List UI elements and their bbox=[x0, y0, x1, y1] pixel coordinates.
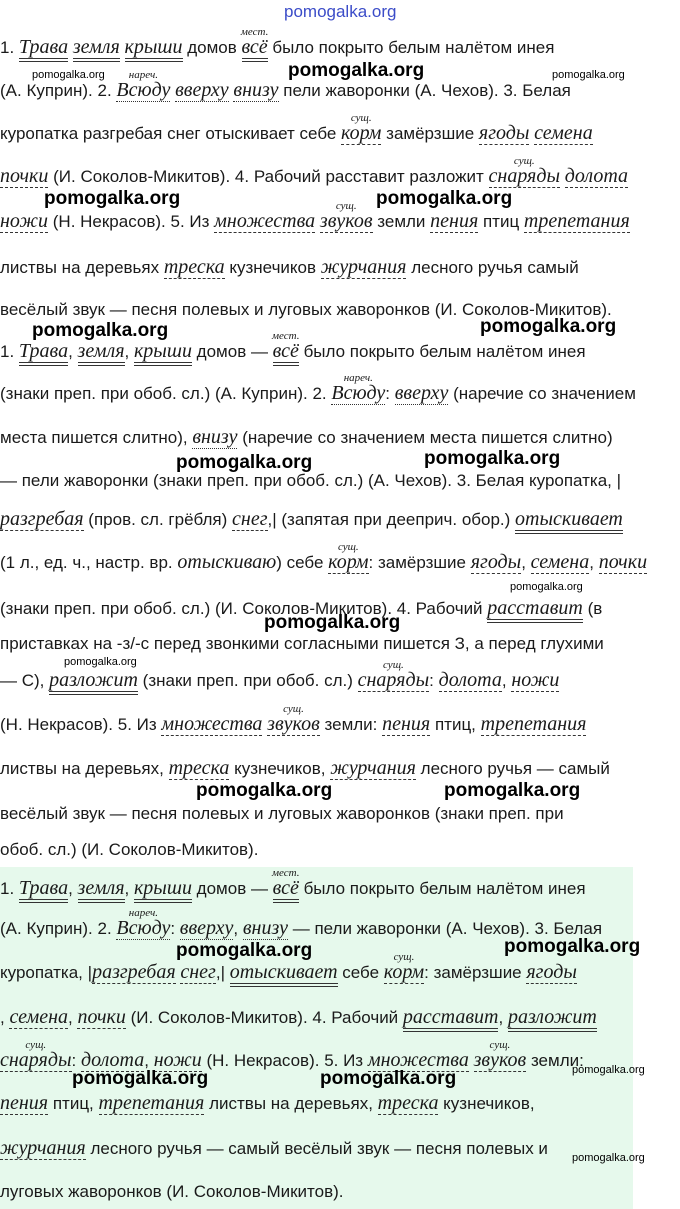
p2-line-4 bbox=[0, 471, 680, 491]
object-word: звуков bbox=[319, 210, 373, 232]
text: (1 л., ед. ч., настр. вр. bbox=[0, 553, 178, 572]
p2-line-13 bbox=[0, 840, 680, 860]
text: 1. bbox=[0, 879, 19, 898]
pos-label: мест. bbox=[272, 867, 300, 879]
adverb-word: Всюду bbox=[331, 382, 386, 404]
object-word: ножи bbox=[0, 210, 49, 232]
predicate-word: расставит bbox=[487, 597, 583, 623]
object-word: множества bbox=[161, 713, 263, 735]
noun-mark bbox=[319, 200, 373, 232]
object-word: семена bbox=[9, 1006, 69, 1028]
text: (пров. сл. грёбля) bbox=[83, 510, 233, 529]
text: земли: bbox=[526, 1051, 584, 1070]
subject-word: земля bbox=[78, 340, 125, 366]
text: , bbox=[0, 1008, 10, 1027]
noun-mark bbox=[357, 659, 430, 691]
text: листвы на деревьях, bbox=[204, 1094, 378, 1113]
object-word: корм bbox=[383, 961, 425, 983]
text: — С), bbox=[0, 671, 50, 690]
object-word: ножи bbox=[153, 1049, 202, 1071]
text: было покрыто белым налётом инея bbox=[298, 879, 586, 898]
example-word: отыскиваю bbox=[177, 551, 277, 573]
object-word: почки bbox=[0, 165, 49, 187]
object-word: снег bbox=[232, 508, 268, 530]
pos-label: сущ. bbox=[283, 703, 304, 715]
object-word: звуков bbox=[267, 713, 320, 735]
object-word: долота bbox=[438, 669, 502, 691]
text: (наречие со значением места пишется слитно) bbox=[237, 428, 613, 447]
adverb-mark bbox=[331, 372, 386, 404]
text: (Н. Некрасов). 5. Из bbox=[0, 715, 162, 734]
text: (И. Соколов-Микитов). 4. Рабочий bbox=[125, 1008, 403, 1027]
watermark: pomogalka.org bbox=[572, 1064, 645, 1076]
text: : замёрзшие bbox=[424, 963, 527, 982]
object-word: ягоды bbox=[526, 961, 577, 983]
adverb-word: внизу bbox=[233, 79, 279, 101]
object-word: ягоды bbox=[478, 122, 530, 144]
pronoun-mark bbox=[272, 330, 300, 362]
p3-line-3 bbox=[0, 951, 680, 983]
predicate-word: отыскивает bbox=[515, 508, 623, 534]
watermark: pomogalka.org bbox=[32, 320, 169, 341]
object-word: долота bbox=[564, 165, 629, 187]
subject-word: Трава bbox=[19, 36, 68, 62]
p3-line-4: , семена, почки (И. Соколов-Микитов). 4. Рабочий расставит, разложит bbox=[0, 1007, 680, 1028]
object-word: почки bbox=[598, 551, 648, 573]
object-word: трепетания bbox=[480, 713, 587, 735]
object-word: семена bbox=[534, 122, 593, 144]
pos-label: мест. bbox=[272, 330, 300, 342]
watermark: pomogalka.org bbox=[64, 656, 137, 668]
subject-word: земля bbox=[78, 877, 125, 903]
noun-mark bbox=[341, 112, 382, 144]
watermark: pomogalka.org bbox=[480, 316, 617, 337]
pronoun-mark bbox=[240, 26, 269, 58]
p1-line-1 bbox=[0, 26, 680, 58]
watermark: pomogalka.org bbox=[176, 940, 313, 961]
pos-label: сущ. bbox=[513, 155, 535, 167]
text: лесного ручья — самый весёлый звук — песня полевых и bbox=[85, 1139, 548, 1158]
p3-line-8 bbox=[0, 1182, 680, 1202]
noun-mark bbox=[473, 1039, 527, 1071]
pos-label: нареч. bbox=[128, 69, 158, 81]
watermark: pomogalka.org bbox=[572, 1152, 645, 1164]
adverb-word: вверху bbox=[175, 79, 229, 101]
adverb-word: вверху bbox=[394, 382, 449, 404]
pos-label: нареч. bbox=[128, 907, 158, 919]
text: пели жаворонки (А. Чехов). 3. Белая bbox=[278, 81, 571, 100]
p2-line-8 bbox=[0, 634, 680, 654]
text: листвы на деревьях, bbox=[0, 759, 169, 778]
text: (знаки преп. при обоб. сл.) bbox=[137, 671, 358, 690]
p2-line-12 bbox=[0, 804, 680, 824]
text: (наречие со значением bbox=[448, 384, 636, 403]
pos-label: сущ. bbox=[25, 1039, 47, 1051]
text: земли bbox=[372, 212, 431, 231]
adverb-mark bbox=[116, 69, 171, 101]
p3-line-5: сущ. снаряды: долота, ножи (Н. Некрасов). 5. Из множества сущ. звуков земли: bbox=[0, 1050, 680, 1071]
text: было покрыто белым налётом инея bbox=[267, 38, 555, 57]
text: птиц, bbox=[430, 715, 481, 734]
pos-label: сущ. bbox=[393, 951, 415, 963]
p3-line-6 bbox=[0, 1093, 680, 1114]
text: домов — bbox=[191, 342, 273, 361]
pos-label: сущ. bbox=[489, 1039, 511, 1051]
subject-word: крыши bbox=[125, 36, 183, 62]
object-word: журчания bbox=[330, 757, 416, 779]
participle-word: разгребая bbox=[92, 961, 176, 983]
text: лесного ручья — самый bbox=[415, 759, 610, 778]
text: весёлый звук — песня полевых и луговых жаворонков (знаки преп. при bbox=[0, 804, 564, 823]
noun-mark bbox=[488, 155, 561, 187]
p1-line-4 bbox=[0, 155, 680, 187]
object-word: множества bbox=[214, 210, 316, 232]
subject-word: крыши bbox=[134, 877, 192, 903]
watermark: pomogalka.org bbox=[288, 60, 425, 81]
adverb-word: внизу bbox=[242, 917, 288, 939]
text: приставках на -з/-с перед звонкими согласными пишется З, а перед глухими bbox=[0, 634, 604, 653]
pronoun-mark bbox=[272, 867, 300, 899]
watermark: pomogalka.org bbox=[264, 612, 401, 633]
watermark: pomogalka.org bbox=[504, 936, 641, 957]
text: куропатка, | bbox=[0, 963, 93, 982]
object-word: снаряды bbox=[0, 1049, 72, 1071]
text: (Н. Некрасов). 5. Из bbox=[201, 1051, 368, 1070]
watermark: pomogalka.org bbox=[32, 69, 105, 81]
subject-word: Трава bbox=[19, 877, 68, 903]
text: птиц bbox=[478, 212, 524, 231]
text: — пели жаворонки (знаки преп. при обоб. сл.) (А. Чехов). 3. Белая куропатка, | bbox=[0, 471, 622, 490]
text: (знаки преп. при обоб. сл.) (И. Соколов-Микитов). 4. Рабочий bbox=[0, 599, 488, 618]
watermark: pomogalka.org bbox=[320, 1068, 457, 1089]
object-word: снаряды bbox=[357, 669, 430, 691]
watermark: pomogalka.org bbox=[376, 188, 513, 209]
p2-line-5 bbox=[0, 509, 680, 530]
p1-line-6 bbox=[0, 257, 680, 278]
noun-mark bbox=[0, 1039, 72, 1071]
text: (И. Соколов-Микитов). 4. Рабочий расставит разложит bbox=[48, 167, 489, 186]
text: себе bbox=[337, 963, 384, 982]
pos-label: нареч. bbox=[343, 372, 373, 384]
object-word: семена bbox=[530, 551, 590, 573]
subject-word: Трава bbox=[19, 340, 68, 366]
text: лесного ручья самый bbox=[406, 258, 579, 277]
p1-line-3 bbox=[0, 112, 680, 144]
predicate-word: отыскивает bbox=[230, 961, 338, 987]
noun-mark bbox=[267, 703, 320, 735]
p2-line-11 bbox=[0, 758, 680, 779]
adverb-word: внизу bbox=[192, 426, 238, 448]
object-word: корм bbox=[341, 122, 382, 144]
object-word: звуков bbox=[473, 1049, 527, 1071]
predicate-word: расставит bbox=[403, 1006, 499, 1032]
noun-mark bbox=[383, 951, 425, 983]
object-word: ножи bbox=[511, 669, 560, 691]
pos-label: сущ. bbox=[337, 541, 359, 553]
watermark: pomogalka.org bbox=[196, 780, 333, 801]
pos-label: сущ. bbox=[350, 112, 372, 124]
text: кузнечиков, bbox=[229, 759, 331, 778]
object-word: пения bbox=[0, 1092, 49, 1114]
text: замёрзшие bbox=[381, 124, 479, 143]
p2-line-2: (знаки преп. при обоб. сл.) (А. Куприн). 2. нареч. Всюду: вверху (наречие со значением bbox=[0, 383, 680, 404]
p2-line-9: — С), разложит (знаки преп. при обоб. сл.) сущ. снаряды: долота, ножи bbox=[0, 670, 680, 691]
text: 1. bbox=[0, 342, 19, 361]
pronoun-word: всё bbox=[273, 877, 299, 903]
text: луговых жаворонков (И. Соколов-Микитов). bbox=[0, 1182, 344, 1201]
text: ,| (запятая при дееприч. обор.) bbox=[267, 510, 516, 529]
text: ) себе bbox=[276, 553, 329, 572]
text: земли: bbox=[319, 715, 383, 734]
text: — пели жаворонки (А. Чехов). 3. Белая bbox=[288, 919, 603, 938]
adverb-word: вверху bbox=[179, 917, 234, 939]
watermark-top: pomogalka.org bbox=[284, 2, 397, 21]
participle-word: разгребая bbox=[0, 508, 84, 530]
pos-label: сущ. bbox=[383, 659, 404, 671]
watermark: pomogalka.org bbox=[444, 780, 581, 801]
object-word: треска bbox=[168, 757, 230, 779]
pronoun-word: всё bbox=[242, 36, 268, 62]
watermark: pomogalka.org bbox=[424, 448, 561, 469]
object-word: трепетания bbox=[523, 210, 630, 232]
pos-label: мест. bbox=[240, 26, 269, 38]
text: (знаки преп. при обоб. сл.) (А. Куприн). 2. bbox=[0, 384, 332, 403]
text: домов bbox=[182, 38, 242, 57]
watermark: pomogalka.org bbox=[510, 581, 583, 593]
text: кузнечиков, bbox=[438, 1094, 535, 1113]
object-word: корм bbox=[328, 551, 369, 573]
predicate-word: разложит bbox=[508, 1006, 597, 1032]
p3-line-2: (А. Куприн). 2. нареч. Всюду: вверху, внизу — пели жаворонки (А. Чехов). 3. Белая bbox=[0, 918, 680, 939]
predicate-word: разложит bbox=[49, 669, 138, 695]
text: весёлый звук — песня полевых и луговых жаворонков (И. Соколов-Микитов). bbox=[0, 300, 612, 319]
text: птиц, bbox=[48, 1094, 99, 1113]
subject-word: земля bbox=[73, 36, 120, 62]
object-word: треска bbox=[163, 256, 225, 278]
text: места пишется слитно), bbox=[0, 428, 193, 447]
text: ,| bbox=[215, 963, 230, 982]
p1-line-5 bbox=[0, 200, 680, 232]
object-word: пения bbox=[430, 210, 479, 232]
watermark: pomogalka.org bbox=[72, 1068, 209, 1089]
adverb-mark bbox=[116, 907, 171, 939]
text: 1. bbox=[0, 38, 19, 57]
text: было покрыто белым налётом инея bbox=[298, 342, 586, 361]
object-word: множества bbox=[367, 1049, 469, 1071]
object-word: снег bbox=[180, 961, 216, 983]
text: (Н. Некрасов). 5. Из bbox=[48, 212, 215, 231]
object-word: трепетания bbox=[98, 1092, 205, 1114]
object-word: журчания bbox=[0, 1137, 86, 1159]
p2-line-10 bbox=[0, 703, 680, 735]
watermark: pomogalka.org bbox=[176, 452, 313, 473]
text: домов — bbox=[191, 879, 273, 898]
text: кузнечиков bbox=[224, 258, 321, 277]
object-word: почки bbox=[77, 1006, 126, 1028]
text: (А. Куприн). 2. bbox=[0, 81, 117, 100]
p3-line-1: 1. Трава, земля, крыши домов — мест. всё было покрыто белым налётом инея bbox=[0, 878, 680, 899]
object-word: ягоды bbox=[470, 551, 522, 573]
object-word: треска bbox=[377, 1092, 439, 1114]
pronoun-word: всё bbox=[273, 340, 299, 366]
object-word: снаряды bbox=[488, 165, 561, 187]
object-word: журчания bbox=[320, 256, 407, 278]
p2-line-6: (1 л., ед. ч., настр. вр. отыскиваю) себе сущ. корм: замёрзшие ягоды, семена, почки bbox=[0, 552, 680, 573]
text: (А. Куприн). 2. bbox=[0, 919, 117, 938]
p2-line-3 bbox=[0, 427, 680, 448]
text: : замёрзшие bbox=[368, 553, 471, 572]
pos-label: сущ. bbox=[335, 200, 357, 212]
watermark: pomogalka.org bbox=[44, 188, 181, 209]
watermark: pomogalka.org bbox=[552, 69, 625, 81]
adverb-word: Всюду bbox=[116, 79, 171, 101]
noun-mark bbox=[328, 541, 369, 573]
text: куропатка разгребая снег отыскивает себе bbox=[0, 124, 342, 143]
adverb-word: Всюду bbox=[116, 917, 171, 939]
subject-word: крыши bbox=[134, 340, 192, 366]
text: листвы на деревьях bbox=[0, 258, 164, 277]
text: (в bbox=[582, 599, 603, 618]
object-word: пения bbox=[382, 713, 431, 735]
object-word: долота bbox=[80, 1049, 145, 1071]
text: обоб. сл.) (И. Соколов-Микитов). bbox=[0, 840, 259, 859]
p2-line-1: 1. Трава, земля, крыши домов — мест. всё было покрыто белым налётом инея bbox=[0, 341, 680, 362]
